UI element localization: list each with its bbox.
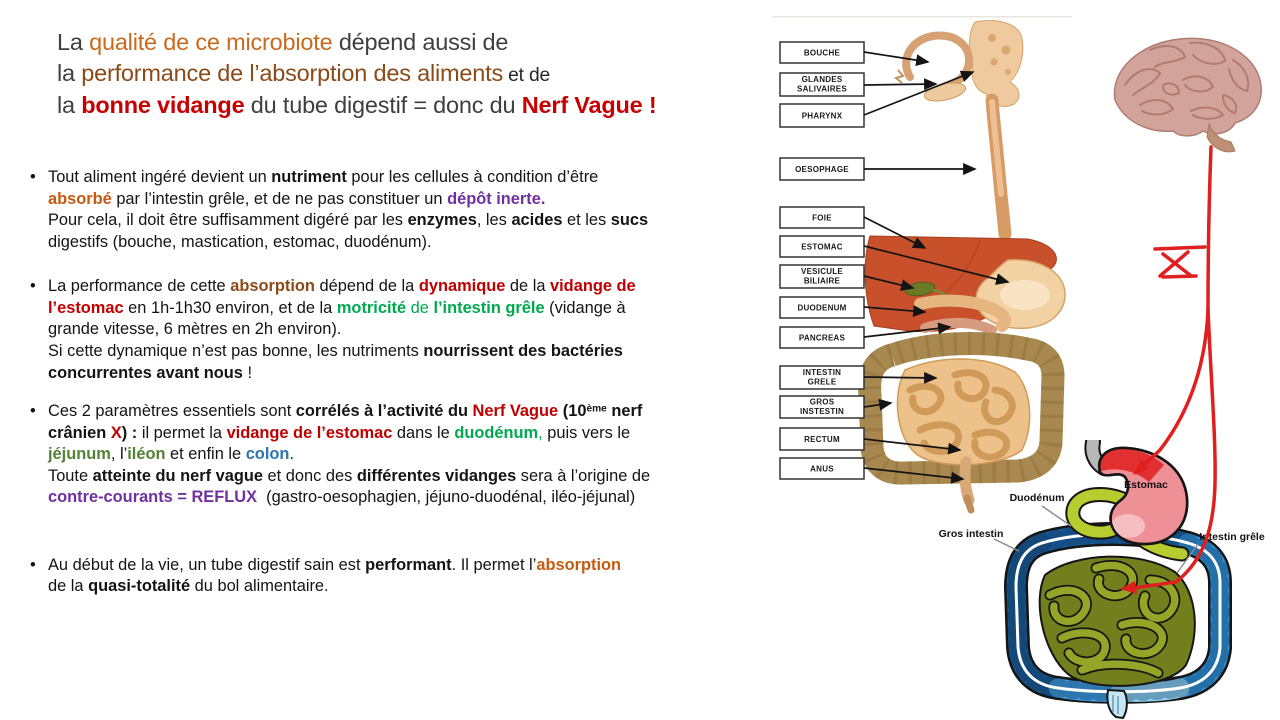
- label-rectum: RECTUM: [804, 435, 840, 444]
- label-foie: FOIE: [812, 213, 832, 223]
- cartoon-label-intestin-grele: Intestin grêle: [1199, 531, 1265, 543]
- label-biliaire: BILIAIRE: [803, 276, 841, 286]
- label-grele: GRELE: [807, 377, 837, 387]
- title-line-2: la performance de l’absorption des aliments et de: [57, 60, 551, 87]
- bullet-performance: • La performance de cette absorption dépend de la dynamique de la vidange de l’estomac en 1h-1h30 environ, et de la motricité de l’intestin grêle (vidange à grande vitesse, 6 mètres en 2h environ). Si cette dynamique n’est pas bonne, les nutriments nourrissent des bactéries concurrentes avant nous !: [29, 276, 771, 384]
- brain-image: [1095, 25, 1275, 160]
- label-bouche: BOUCHE: [803, 48, 841, 58]
- label-instestin: INSTESTIN: [799, 407, 845, 416]
- label-duodenum: DUODENUM: [797, 303, 847, 313]
- bullet-nerf-vague: • Ces 2 paramètres essentiels sont corrélés à l’activité du Nerf Vague (10ème nerf crânien X) : il permet la vidange de l’estomac dans le duodénum, puis vers le jéjunum, l’iléon et enfin le colon. Toute atteinte du nerf vague et donc des différentes vidanges sera à l’origine de contre-courants = REFLUX (gastro-oesophagien, jéjuno-duodénal, iléo-jéjunal): [29, 401, 771, 509]
- cartoon-label-gros-intestin: Gros intestin: [938, 528, 1004, 540]
- cartoon-appendix: [1107, 690, 1126, 718]
- label-vesicule: VESICULE: [800, 267, 844, 276]
- label-gros: GROS: [809, 397, 835, 407]
- label-anus: ANUS: [810, 464, 834, 474]
- label-pancreas: PANCREAS: [798, 333, 846, 343]
- label-intestin: INTESTIN: [802, 368, 842, 377]
- bullet-debut-vie: • Au début de la vie, un tube digestif sain est performant. Il permet l’absorption de la quasi-totalité du bol alimentaire.: [29, 555, 771, 598]
- cartoon-small-intestine: [1040, 557, 1195, 686]
- slide-title: [57, 27, 777, 121]
- bullet-nutriment: • Tout aliment ingéré devient un nutriment pour les cellules à condition d’être absorbé par l’intestin grêle, et de ne pas constituer un dépôt inerte. Pour cela, il doit être suffisamment digéré par les enzymes, les acides et les sucs digestifs (bouche, mastication, estomac, duodénum).: [29, 167, 771, 253]
- cranial-nerve-x-mark: [1155, 247, 1205, 277]
- figure-top-edge: [772, 16, 1072, 17]
- stomach-intestine-cartoon: [930, 440, 1280, 720]
- label-oesophage: OESOPHAGE: [795, 165, 849, 174]
- anatomy-illustration: [865, 21, 1065, 510]
- label-glandes: GLANDES: [801, 75, 843, 84]
- teeth-marks: [896, 70, 903, 83]
- title-line-1: La qualité de ce microbiote dépend aussi de: [57, 29, 509, 55]
- anatomy-label-texts: [795, 49, 849, 474]
- title-line-3: la bonne vidange du tube digestif = donc du Nerf Vague !: [57, 91, 657, 118]
- label-pharynx: PHARYNX: [801, 111, 843, 121]
- label-salivaires: SALIVAIRES: [797, 84, 847, 94]
- label-estomac: ESTOMAC: [801, 242, 843, 252]
- cartoon-label-duodenum: Duodénum: [1009, 492, 1065, 504]
- bullet-list: [29, 167, 771, 598]
- cartoon-label-estomac: Estomac: [1124, 479, 1168, 491]
